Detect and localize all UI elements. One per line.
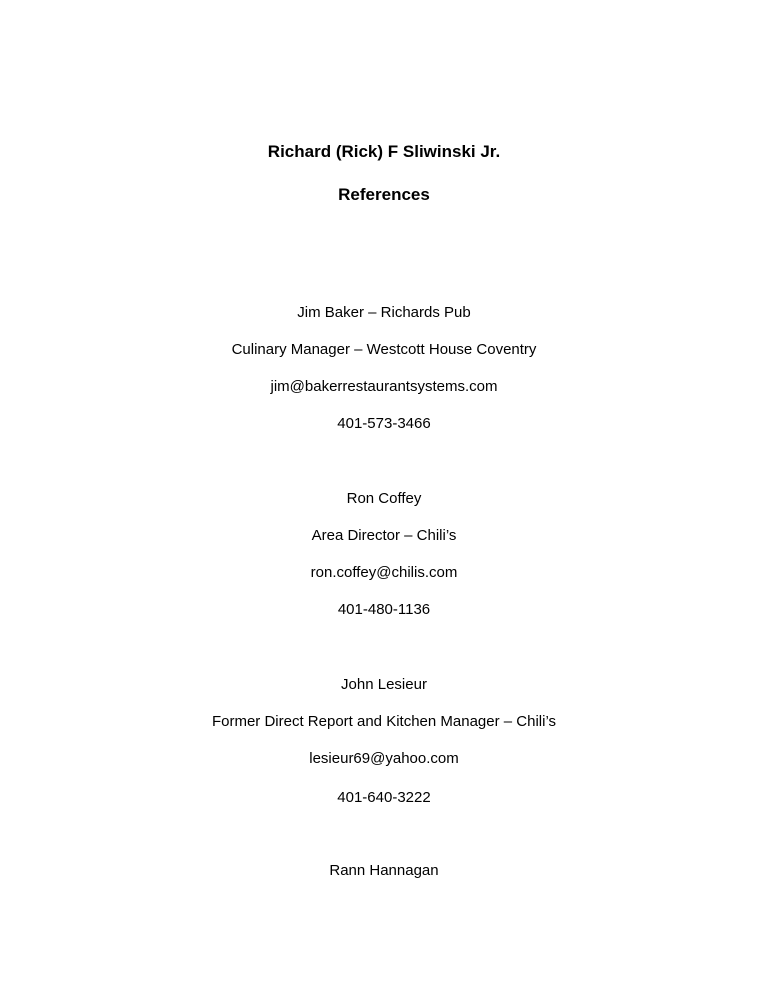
- reference-3-title: Former Direct Report and Kitchen Manager – Chili’s: [211, 713, 557, 730]
- reference-1-phone: 401-573-3466: [337, 415, 431, 432]
- reference-2-email: ron.coffey@chilis.com: [310, 564, 458, 581]
- reference-1-email: jim@bakerrestaurantsystems.com: [270, 378, 498, 395]
- reference-2-phone: 401-480-1136: [337, 601, 431, 618]
- reference-3-name: John Lesieur: [341, 676, 427, 693]
- reference-2-name: Ron Coffey: [346, 490, 422, 507]
- reference-3-email: lesieur69@yahoo.com: [309, 750, 459, 767]
- document-author-name: Richard (Rick) F Sliwinski Jr.: [267, 142, 501, 161]
- reference-2-title: Area Director – Chili’s: [311, 527, 457, 544]
- reference-1-title: Culinary Manager – Westcott House Coventry: [231, 341, 537, 358]
- document-heading: References: [338, 185, 430, 204]
- reference-4-name: Rann Hannagan: [329, 862, 439, 879]
- reference-1-name: Jim Baker – Richards Pub: [297, 304, 471, 321]
- reference-3-phone: 401-640-3222: [337, 789, 431, 806]
